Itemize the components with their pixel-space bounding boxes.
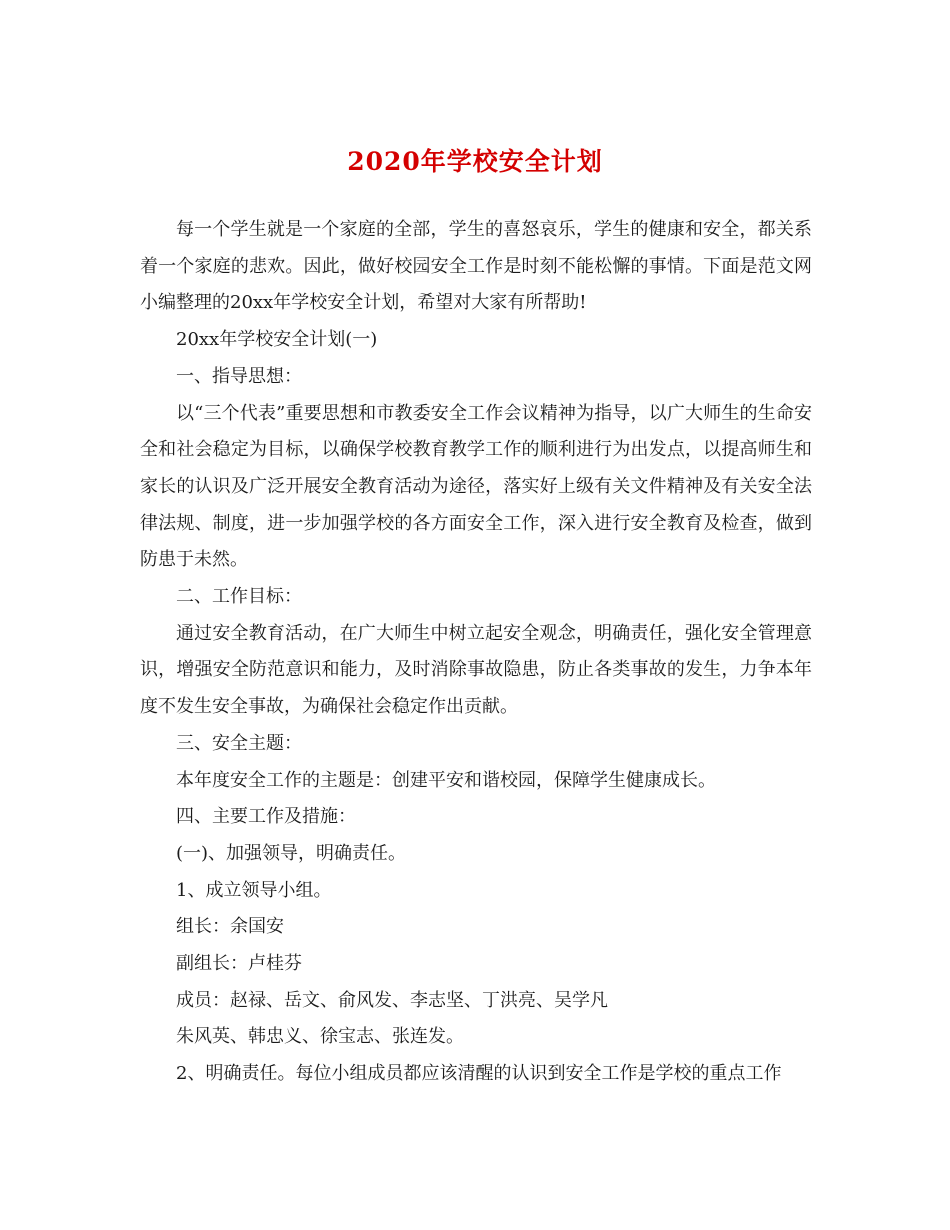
members-line: 成员：赵禄、岳文、俞风发、李志坚、丁洪亮、吴学凡 — [176, 989, 608, 1011]
document-body — [140, 212, 812, 1093]
safety-theme-paragraph: 本年度安全工作的主题是：创建平安和谐校园，保障学生健康成长。 — [176, 769, 716, 791]
section-heading-main-work: 四、主要工作及措施： — [176, 806, 356, 828]
section-heading-safety-theme: 三、安全主题： — [176, 732, 302, 754]
deputy-leader-line: 副组长：卢桂芬 — [176, 953, 302, 975]
members-continued-line: 朱风英、韩忠义、徐宝志、张连发。 — [176, 1026, 464, 1048]
plan-subtitle: 20xx年学校安全计划(一) — [176, 329, 378, 351]
document-title: 2020年学校安全计划 — [347, 147, 603, 176]
subsection-heading-leadership: (一)、加强领导，明确责任。 — [176, 842, 407, 864]
guiding-ideology-paragraph: 以“三个代表”重要思想和市教委安全工作会议精神为指导，以广大师生的生命安全和社会稳定为目标，以确保学校教育教学工作的顺利进行为出发点，以提高师生和家长的认识及广泛开展安全教育活动为途径，落实好上级有关文件精神及有关安全法律法规、制度，进一步加强学校的各方面安全工作，深入进行安全教育及检查，做到防患于未然。 — [140, 402, 812, 571]
section-heading-work-goals: 二、工作目标： — [176, 586, 302, 608]
list-item-form-group: 1、成立领导小组。 — [176, 879, 332, 901]
list-item-clarify-responsibility: 2、明确责任。每位小组成员都应该清醒的认识到安全工作是学校的重点工作 — [176, 1063, 782, 1085]
section-heading-guiding-ideology: 一、指导思想： — [176, 365, 302, 387]
work-goals-paragraph: 通过安全教育活动，在广大师生中树立起安全观念，明确责任，强化安全管理意识，增强安全防范意识和能力，及时消除事故隐患，防止各类事故的发生，力争本年度不发生安全事故，为确保社会稳定作出贡献。 — [140, 622, 812, 718]
intro-paragraph: 每一个学生就是一个家庭的全部，学生的喜怒哀乐，学生的健康和安全，都关系着一个家庭的悲欢。因此，做好校园安全工作是时刻不能松懈的事情。下面是范文网小编整理的20xx年学校安全计划，希望对大家有所帮助! — [140, 219, 812, 314]
group-leader-line: 组长：余国安 — [176, 916, 284, 938]
